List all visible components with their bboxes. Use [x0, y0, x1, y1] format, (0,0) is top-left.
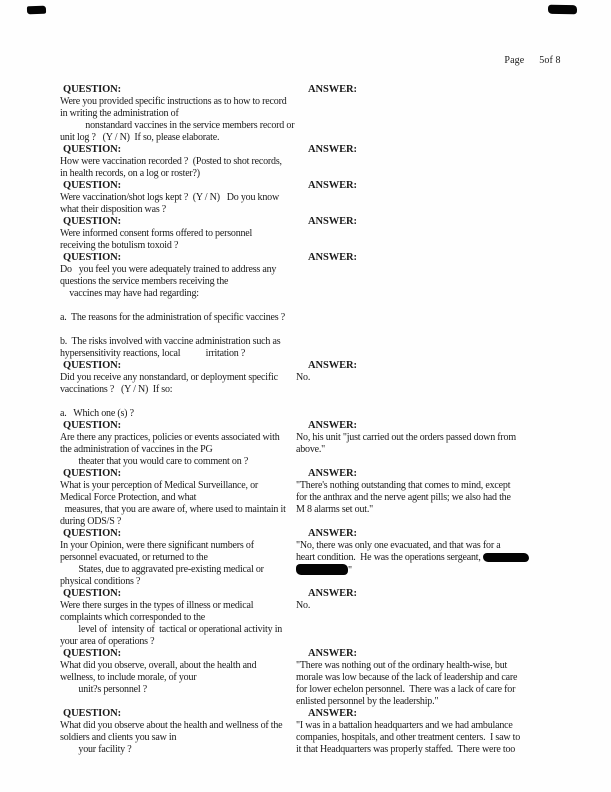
question-column [60, 528, 264, 588]
question-line: level of intensity of tactical or operational activity in [60, 624, 283, 635]
question-line: questions the service members receiving the [60, 276, 229, 287]
scan-artifact-mark-top-right [548, 5, 577, 15]
answer-column [292, 360, 357, 384]
answer-column [292, 468, 511, 516]
answer-line: heart condition. He was the operations sergeant, [292, 552, 529, 564]
question-line: complaints which corresponded to the [60, 612, 205, 623]
question-line: measures, that you are aware of, where used to maintain it [60, 504, 286, 515]
answer-label: ANSWER: [308, 468, 357, 479]
question-line: your area of operations ? [60, 636, 155, 647]
question-column [60, 588, 282, 648]
qa-block [0, 144, 611, 180]
question-line: vaccinations ? (Y / N) If so: [60, 384, 173, 395]
question-line: States, due to aggravated pre-existing medical or [60, 564, 264, 575]
question-column [60, 216, 252, 252]
question-label: QUESTION: [63, 216, 122, 227]
question-column [60, 708, 282, 756]
question-label: QUESTION: [63, 144, 122, 155]
question-column [60, 648, 256, 696]
question-line: unit?s personnel ? [60, 684, 148, 695]
question-line: during ODS/S ? [60, 516, 122, 527]
question-line: Medical Force Protection, and what [60, 492, 197, 503]
answer-label: ANSWER: [308, 648, 357, 659]
question-line: What did you observe, overall, about the health and [60, 660, 257, 671]
answer-line: M 8 alarms set out." [296, 504, 374, 515]
question-line: vaccines may have had regarding: [60, 288, 199, 299]
qa-block [0, 252, 611, 300]
question-column [60, 408, 134, 420]
question-line: Were there surges in the types of illness or medical [60, 600, 254, 611]
question-label: QUESTION: [63, 528, 122, 539]
blank-line-spacer [0, 324, 611, 336]
answer-label: ANSWER: [308, 708, 357, 719]
question-column [60, 420, 280, 468]
answer-label: ANSWER: [308, 360, 357, 371]
question-line: personnel evacuated, or returned to the [60, 552, 208, 563]
question-line: in writing the administration of [60, 108, 179, 119]
answer-column [292, 252, 357, 264]
answer-line: for lower echelon personnel. There was a lack of care for [296, 684, 516, 695]
answer-label: ANSWER: [308, 84, 357, 95]
question-line: in health records, on a log or roster?) [60, 168, 200, 179]
note-block [0, 312, 611, 324]
question-line: receiving the botulism toxoid ? [60, 240, 179, 251]
question-column [60, 312, 285, 324]
question-line: your facility ? [60, 744, 132, 755]
answer-column [292, 144, 357, 156]
question-label: QUESTION: [63, 588, 122, 599]
question-line: unit log ? (Y / N) If so, please elaborate. [60, 132, 220, 143]
question-line: theater that you would care to comment on ? [60, 456, 249, 467]
answer-line: enlisted personnel by the leadership." [296, 696, 439, 707]
redaction-bar [483, 553, 529, 562]
note-block [0, 408, 611, 420]
qa-block [0, 708, 611, 756]
answer-label: ANSWER: [308, 588, 357, 599]
question-label: QUESTION: [63, 84, 122, 95]
question-line: physical conditions ? [60, 576, 141, 587]
question-line: Were you provided specific instructions as to how to record [60, 96, 287, 107]
question-line: What is your perception of Medical Surveillance, or [60, 480, 259, 491]
answer-column [292, 180, 357, 192]
page-label: Page [504, 55, 525, 66]
blank-line-spacer [0, 396, 611, 408]
question-line: a. The reasons for the administration of specific vaccines ? [60, 312, 286, 323]
answer-column [292, 420, 516, 456]
question-column [60, 468, 286, 528]
question-column [60, 360, 278, 396]
question-line: Were vaccination/shot logs kept ? (Y / N) Do you know [60, 192, 279, 203]
answer-column [292, 648, 517, 708]
scan-artifact-mark-top-left [27, 6, 46, 15]
answer-label: ANSWER: [308, 252, 357, 263]
question-label: QUESTION: [63, 420, 122, 431]
answer-line: "There was nothing out of the ordinary health-wise, but [296, 660, 508, 671]
qa-block [0, 588, 611, 648]
question-line: What did you observe about the health and wellness of the [60, 720, 283, 731]
qa-block [0, 180, 611, 216]
qa-block [0, 468, 611, 528]
answer-column [292, 216, 357, 228]
qa-block [0, 216, 611, 252]
question-line: Were informed consent forms offered to personnel [60, 228, 253, 239]
answer-column [292, 528, 529, 576]
question-line: the administration of vaccines in the PG [60, 444, 213, 455]
question-column [60, 180, 279, 216]
question-line: what their disposition was ? [60, 204, 167, 215]
question-column [60, 144, 282, 180]
answer-line: above." [296, 444, 326, 455]
page-number: 5of 8 [539, 55, 561, 66]
question-line: In your Opinion, were there significant numbers of [60, 540, 254, 551]
redaction-bar [296, 564, 348, 575]
answer-label: ANSWER: [308, 216, 357, 227]
qa-block [0, 84, 611, 144]
answer-line: " [292, 564, 529, 576]
question-column [60, 336, 280, 360]
answer-label: ANSWER: [308, 144, 357, 155]
answer-line: companies, hospitals, and other treatment centers. I saw to [296, 732, 521, 743]
question-line: soldiers and clients you saw in [60, 732, 177, 743]
qa-list [0, 84, 611, 756]
question-column [60, 252, 276, 300]
question-line: Do you feel you were adequately trained to address any [60, 264, 277, 275]
question-label: QUESTION: [63, 360, 122, 371]
answer-line: "I was in a battalion headquarters and we had ambulance [296, 720, 513, 731]
answer-line: "No, there was only one evacuated, and that was for a [296, 540, 501, 551]
question-line: b. The risks involved with vaccine administration such as [60, 336, 281, 347]
question-label: QUESTION: [63, 648, 122, 659]
answer-label: ANSWER: [308, 528, 357, 539]
answer-label: ANSWER: [308, 420, 357, 431]
qa-block [0, 360, 611, 396]
question-line: How were vaccination recorded ? (Posted to shot records, [60, 156, 282, 167]
question-label: QUESTION: [63, 468, 122, 479]
question-label: QUESTION: [63, 180, 122, 191]
blank-line-spacer [0, 300, 611, 312]
note-block [0, 336, 611, 360]
page-number-header [494, 44, 561, 77]
question-label: QUESTION: [63, 708, 122, 719]
answer-column [292, 84, 357, 96]
question-line: a. Which one (s) ? [60, 408, 134, 419]
question-line: Did you receive any nonstandard, or deployment specific [60, 372, 278, 383]
answer-column [292, 708, 520, 756]
qa-block [0, 528, 611, 588]
answer-line: for the anthrax and the nerve agent pills; we also had the [296, 492, 511, 503]
question-column [60, 84, 294, 144]
answer-line: No. [296, 372, 311, 383]
answer-label: ANSWER: [308, 180, 357, 191]
answer-column [292, 588, 357, 612]
question-line: wellness, to include morale, of your [60, 672, 197, 683]
answer-line: morale was low because of the lack of leadership and care [296, 672, 518, 683]
answer-line: it that Headquarters was properly staffed. There were too [296, 744, 516, 755]
question-line: nonstandard vaccines in the service members record or [60, 120, 295, 131]
question-line: Are there any practices, policies or events associated with [60, 432, 280, 443]
answer-line: No, his unit "just carried out the orders passed down from [296, 432, 516, 443]
answer-line: "There's nothing outstanding that comes to mind, except [296, 480, 511, 491]
question-label: QUESTION: [63, 252, 122, 263]
qa-block [0, 420, 611, 468]
question-line: hypersensitivity reactions, local irritation ? [60, 348, 246, 359]
answer-line: No. [296, 600, 311, 611]
qa-block [0, 648, 611, 708]
